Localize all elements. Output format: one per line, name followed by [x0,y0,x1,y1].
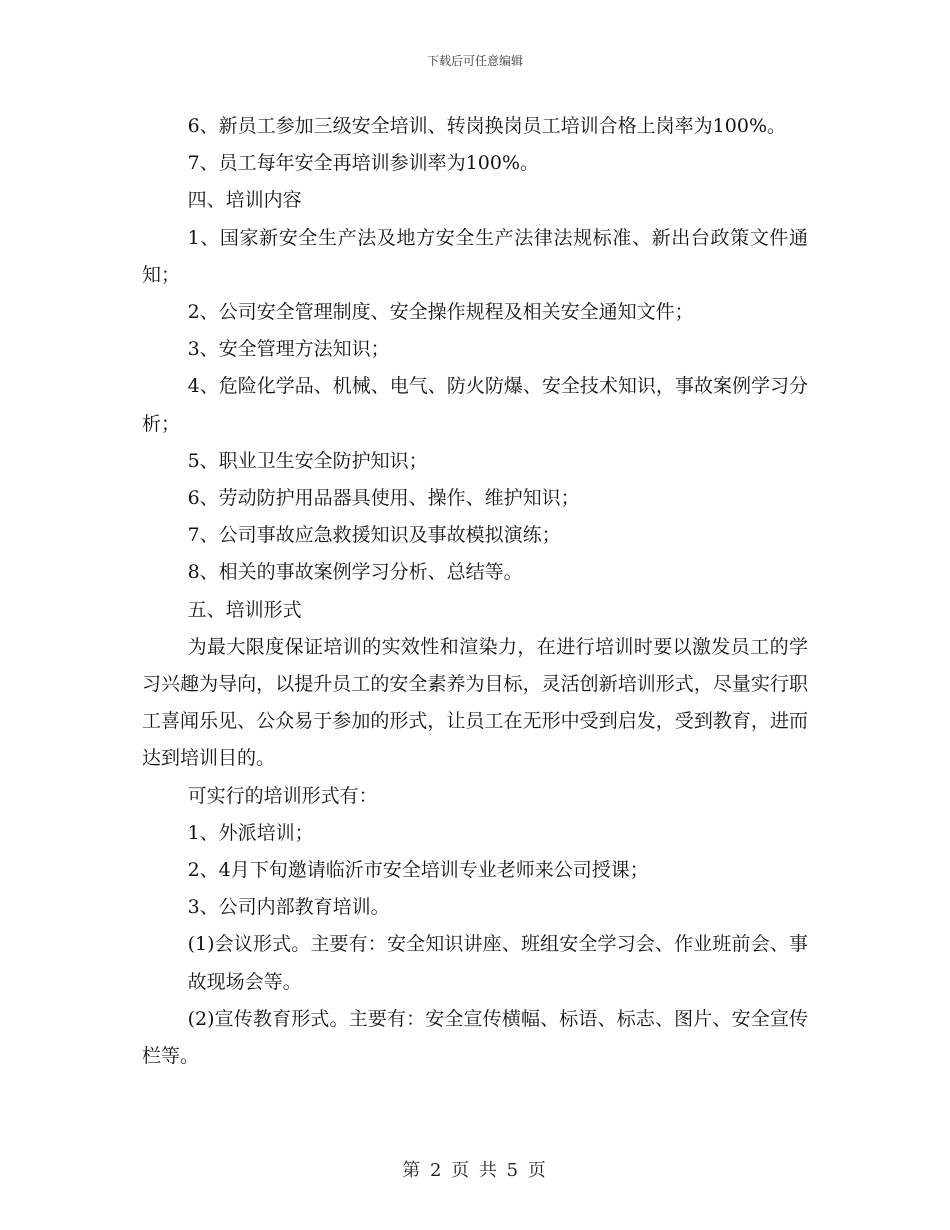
paragraph: 可实行的培训形式有： [187,784,378,807]
paragraph: 2、4月下旬邀请临沂市安全培训专业老师来公司授课； [187,859,649,882]
document-body [142,108,808,1075]
paragraph: 1、外派培训； [187,821,314,844]
paragraph: 3、安全管理方法知识； [187,338,390,361]
paragraph: 6、劳动防护用品器具使用、操作、维护知识； [187,487,580,510]
paragraph: 为最大限度保证培训的实效性和渲染力，在进行培训时要以激发员工的学习兴趣为导向，以提升员工的安全素养为目标，灵活创新培训形式，尽量实行职工喜闻乐见、公众易于参加的形式，让员工在无形中受到启发，受到教育，进而达到培训目的。 [142,635,808,770]
paragraph: 5、职业卫生安全防护知识； [187,449,428,472]
paragraph: 2、公司安全管理制度、安全操作规程及相关安全通知文件； [187,301,694,324]
paragraph: 8、相关的事故案例学习分析、总结等。 [187,561,523,584]
paragraph: 1、国家新安全生产法及地方安全生产法律法规标准、新出台政策文件通知； [142,226,808,286]
paragraph: (2)宣传教育形式。主要有：安全宣传横幅、标语、标志、图片、安全宣传栏等。 [142,1007,808,1068]
page-header: 下载后可任意编辑 [426,54,523,68]
paragraph: 6、新员工参加三级安全培训、转岗换岗员工培训合格上岗率为100%。 [187,115,787,137]
paragraph: 3、公司内部教育培训。 [187,896,390,919]
paragraph: 7、员工每年安全再培训参训率为100%。 [187,152,540,175]
page-footer: 第 2 页 共 5 页 [402,1160,548,1181]
paragraph: (1)会议形式。主要有：安全知识讲座、班组安全学习会、作业班前会、事故现场会等。 [187,933,808,993]
section-heading: 五、培训形式 [187,598,302,621]
section-heading: 四、培训内容 [187,189,302,212]
paragraph: 4、危险化学品、机械、电气、防火防爆、安全技术知识，事故案例学习分析； [142,375,808,435]
paragraph: 7、公司事故应急救援知识及事故模拟演练； [187,524,561,547]
